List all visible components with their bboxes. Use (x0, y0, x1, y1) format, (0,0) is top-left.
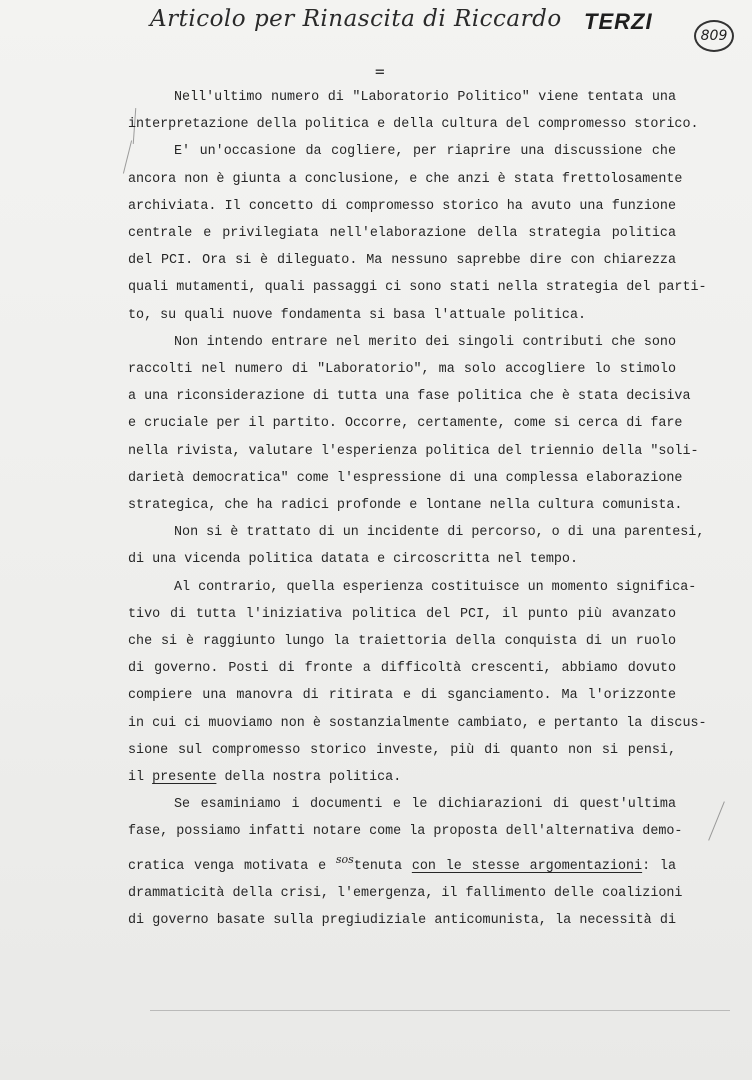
text-line: E' un'occasione da cogliere, per riaprire una discussione che (174, 144, 676, 160)
margin-pen-stroke (708, 801, 725, 840)
text-line: drammaticità della crisi, l'emergenza, il fallimento delle coalizioni (128, 885, 683, 901)
text-line: Non si è trattato di un incidente di percorso, o di una parentesi, (174, 525, 705, 541)
text-line: quali mutamenti, quali passaggi ci sono stati nella strategia del parti- (128, 280, 707, 296)
text-line: Se esaminiamo i documenti e le dichiarazioni di quest'ultima (174, 797, 676, 813)
underlined-text: presente (152, 770, 217, 786)
text-fragment: : la (642, 858, 677, 874)
text-fragment: della nostra politica. (216, 770, 402, 786)
handwritten-title: Articolo per Rinascita di Riccardo (150, 6, 562, 32)
paragraph-5 (128, 574, 707, 792)
text-line: archiviata. Il concetto di compromesso storico ha avuto una funzione (128, 198, 676, 214)
page-number-circle: 809 (694, 20, 734, 52)
text-line: di governo basate sulla pregiudiziale anticomunista, la necessità di (128, 913, 676, 929)
text-line: Nell'ultimo numero di "Laboratorio Politico" viene tentata una (174, 90, 676, 105)
text-line: Non intendo entrare nel merito dei singoli contributi che sono (174, 334, 676, 350)
text-line: del PCI. Ora si è dileguato. Ma nessuno saprebbe dire con chiarezza (128, 253, 676, 269)
text-fragment: tenuta (353, 858, 412, 874)
text-line: Al contrario, quella esperienza costituisce un momento significa- (174, 579, 697, 595)
text-line: tivo di tutta l'iniziativa politica del PCI, il punto più avanzato (128, 606, 676, 622)
text-line: ancora non è giunta a conclusione, e che anzi è stata frettolosamente (128, 171, 683, 187)
text-line (128, 764, 676, 791)
text-line: fase, possiamo infatti notare come la proposta dell'alternativa demo- (128, 824, 683, 840)
separator-mark: = (375, 62, 385, 81)
text-line: interpretazione della politica e della cultura del compromesso storico. (128, 117, 699, 133)
paragraph-1 (128, 84, 699, 138)
text-line: di una vicenda politica datata e circoscritta nel tempo. (128, 552, 578, 568)
text-line: raccolti nel numero di "Laboratorio", ma solo accogliere lo stimolo (128, 362, 676, 378)
handwritten-author-name: TERZI (584, 9, 653, 34)
text-line: di governo. Posti di fronte a difficoltà crescenti, abbiamo dovuto (128, 661, 676, 677)
text-line: e cruciale per il partito. Occorre, certamente, come si cerca di fare (128, 416, 683, 432)
text-line: nella rivista, valutare l'esperienza politica del triennio della "soli- (128, 443, 699, 459)
paragraph-6 (128, 791, 683, 934)
text-line: che si è raggiunto lungo la traiettoria della conquista di un ruolo (128, 634, 676, 650)
text-line: sione sul compromesso storico investe, più di quanto non si pensi, (128, 742, 676, 758)
text-line: a una riconsiderazione di tutta una fase politica che è stata decisiva (128, 389, 691, 405)
text-fragment: cratica venga motivata e (128, 858, 336, 874)
paragraph-4 (128, 519, 705, 573)
text-fragment: il (128, 770, 153, 786)
text-line: in cui ci muoviamo non è sostanzialmente cambiato, e pertanto la discus- (128, 715, 707, 731)
paragraph-3 (128, 329, 699, 519)
underlined-text: con le stesse argomentazioni (411, 858, 643, 874)
text-line: compiere una manovra di ritirata e di sganciamento. Ma l'orizzonte (128, 688, 676, 704)
text-line: darietà democratica" come l'espressione di una complessa elaborazione (128, 470, 683, 486)
paragraph-2 (128, 138, 707, 328)
text-line: centrale e privilegiata nell'elaborazione della strategia politica (128, 226, 676, 242)
text-line (128, 846, 676, 880)
text-line: to, su quali nuove fondamenta si basa l'attuale politica. (128, 307, 587, 323)
text-line: strategica, che ha radici profonde e lontane nella cultura comunista. (128, 498, 683, 514)
article-body (128, 84, 707, 934)
page-bottom-rule (150, 1010, 730, 1011)
handwritten-correction: sos (335, 852, 354, 866)
